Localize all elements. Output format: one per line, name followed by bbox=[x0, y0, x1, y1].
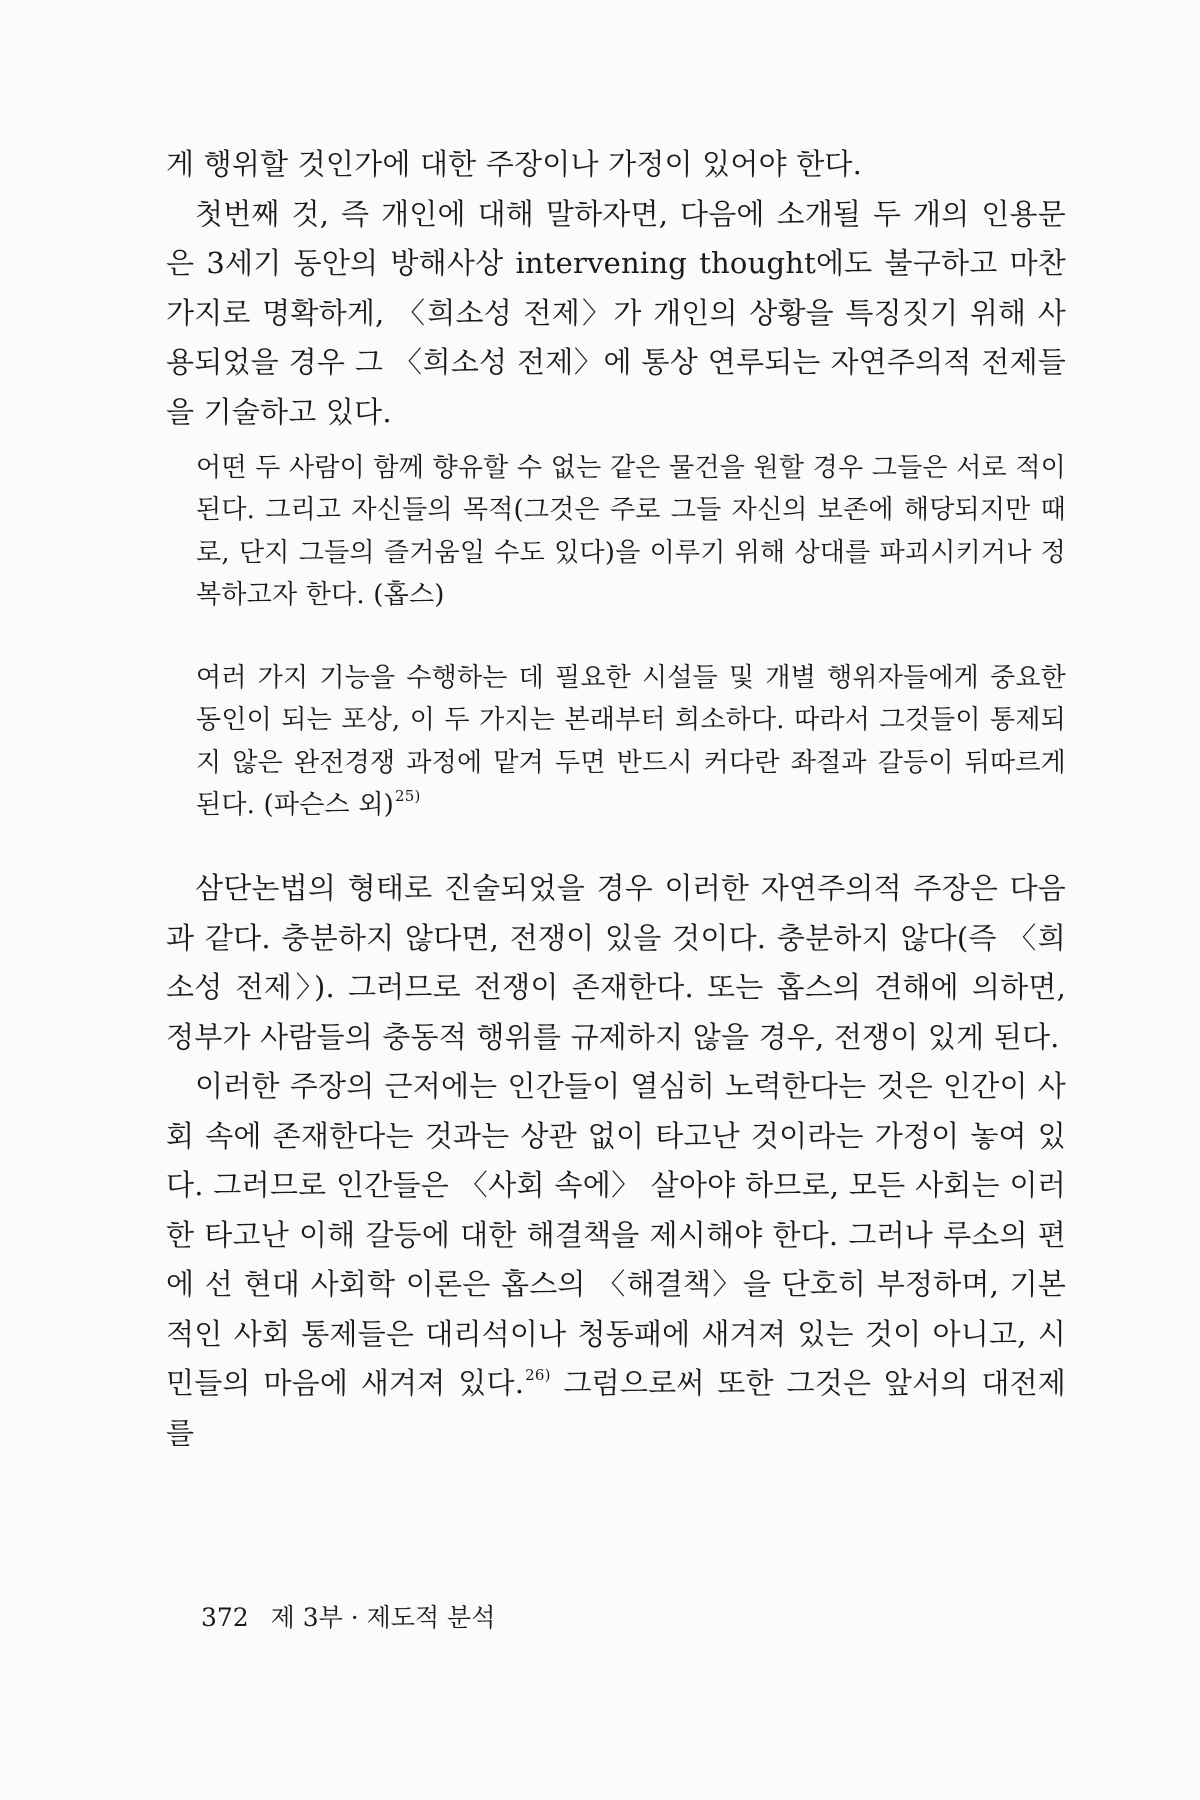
paragraph-premise bbox=[166, 1062, 1066, 1458]
footnote-marker-26: 26) bbox=[525, 1366, 551, 1385]
footnote-marker-25: 25) bbox=[394, 787, 421, 806]
paragraph-intro-quotes: 첫번째 것, 즉 개인에 대해 말하자면, 다음에 소개될 두 개의 인용문은 3세기 동안의 방해사상 intervening thought에도 불구하고 마찬가지로 명확하게, 〈희소성 전제〉가 개인의 상황을 특징짓기 위해 사용되었을 경우 그 〈희소성 전제〉에 통상 연루되는 자연주의적 전제들을 기술하고 있다. bbox=[166, 196, 1066, 429]
upper-body-text bbox=[166, 140, 1066, 437]
block-quote-hobbes bbox=[196, 447, 1066, 616]
paragraph-premise-tail: 그럼으로써 또한 그것은 앞서의 대전제를 bbox=[166, 1366, 1066, 1450]
block-quote-hobbes-text: 어떤 두 사람이 함께 향유할 수 없는 같은 물건을 원할 경우 그들은 서로 적이 된다. 그리고 자신들의 목적(그것은 주로 그들 자신의 보존에 해당되지만 때로, 단지 그들의 즐거움일 수도 있다)을 이루기 위해 상대를 파괴시키거나 정복하고자 한다. (홉스) bbox=[196, 453, 1066, 610]
paragraph-continuation: 게 행위할 것인가에 대한 주장이나 가정이 있어야 한다. bbox=[166, 147, 863, 181]
block-quote-parsons bbox=[196, 657, 1066, 826]
page-number: 372 bbox=[201, 1603, 249, 1632]
running-section-title: 제 3부 · 제도적 분석 bbox=[270, 1603, 496, 1632]
paragraph-syllogism: 삼단논법의 형태로 진술되었을 경우 이러한 자연주의적 주장은 다음과 같다. 충분하지 않다면, 전쟁이 있을 것이다. 충분하지 않다(즉 〈희소성 전제〉). 그러므로 전쟁이 존재한다. 또는 홉스의 견해에 의하면, 정부가 사람들의 충동적 행위를 규제하지 않을 경우, 전쟁이 있게 된다. bbox=[166, 871, 1066, 1054]
lower-body-text bbox=[166, 864, 1066, 1458]
page-footer bbox=[201, 1603, 495, 1633]
block-quote-parsons-text: 여러 가지 기능을 수행하는 데 필요한 시설들 및 개별 행위자들에게 중요한 동인이 되는 포상, 이 두 가지는 본래부터 희소하다. 따라서 그것들이 통제되지 않은 완전경쟁 과정에 맡겨 두면 반드시 커다란 좌절과 갈등이 뒤따르게 된다. (파슨스 외) bbox=[196, 663, 1066, 820]
paragraph-premise-text: 이러한 주장의 근저에는 인간들이 열심히 노력한다는 것은 인간이 사회 속에 존재한다는 것과는 상관 없이 타고난 것이라는 가정이 놓여 있다. 그러므로 인간들은 〈사회 속에〉 살아야 하므로, 모든 사회는 이러한 타고난 이해 갈등에 대한 해결책을 제시해야 한다. 그러나 루소의 편에 선 현대 사회학 이론은 홉스의 〈해결책〉을 단호히 부정하며, 기본적인 사회 통제들은 대리석이나 청동패에 새겨져 있는 것이 아니고, 시민들의 마음에 새겨져 있다. bbox=[166, 1069, 1066, 1400]
